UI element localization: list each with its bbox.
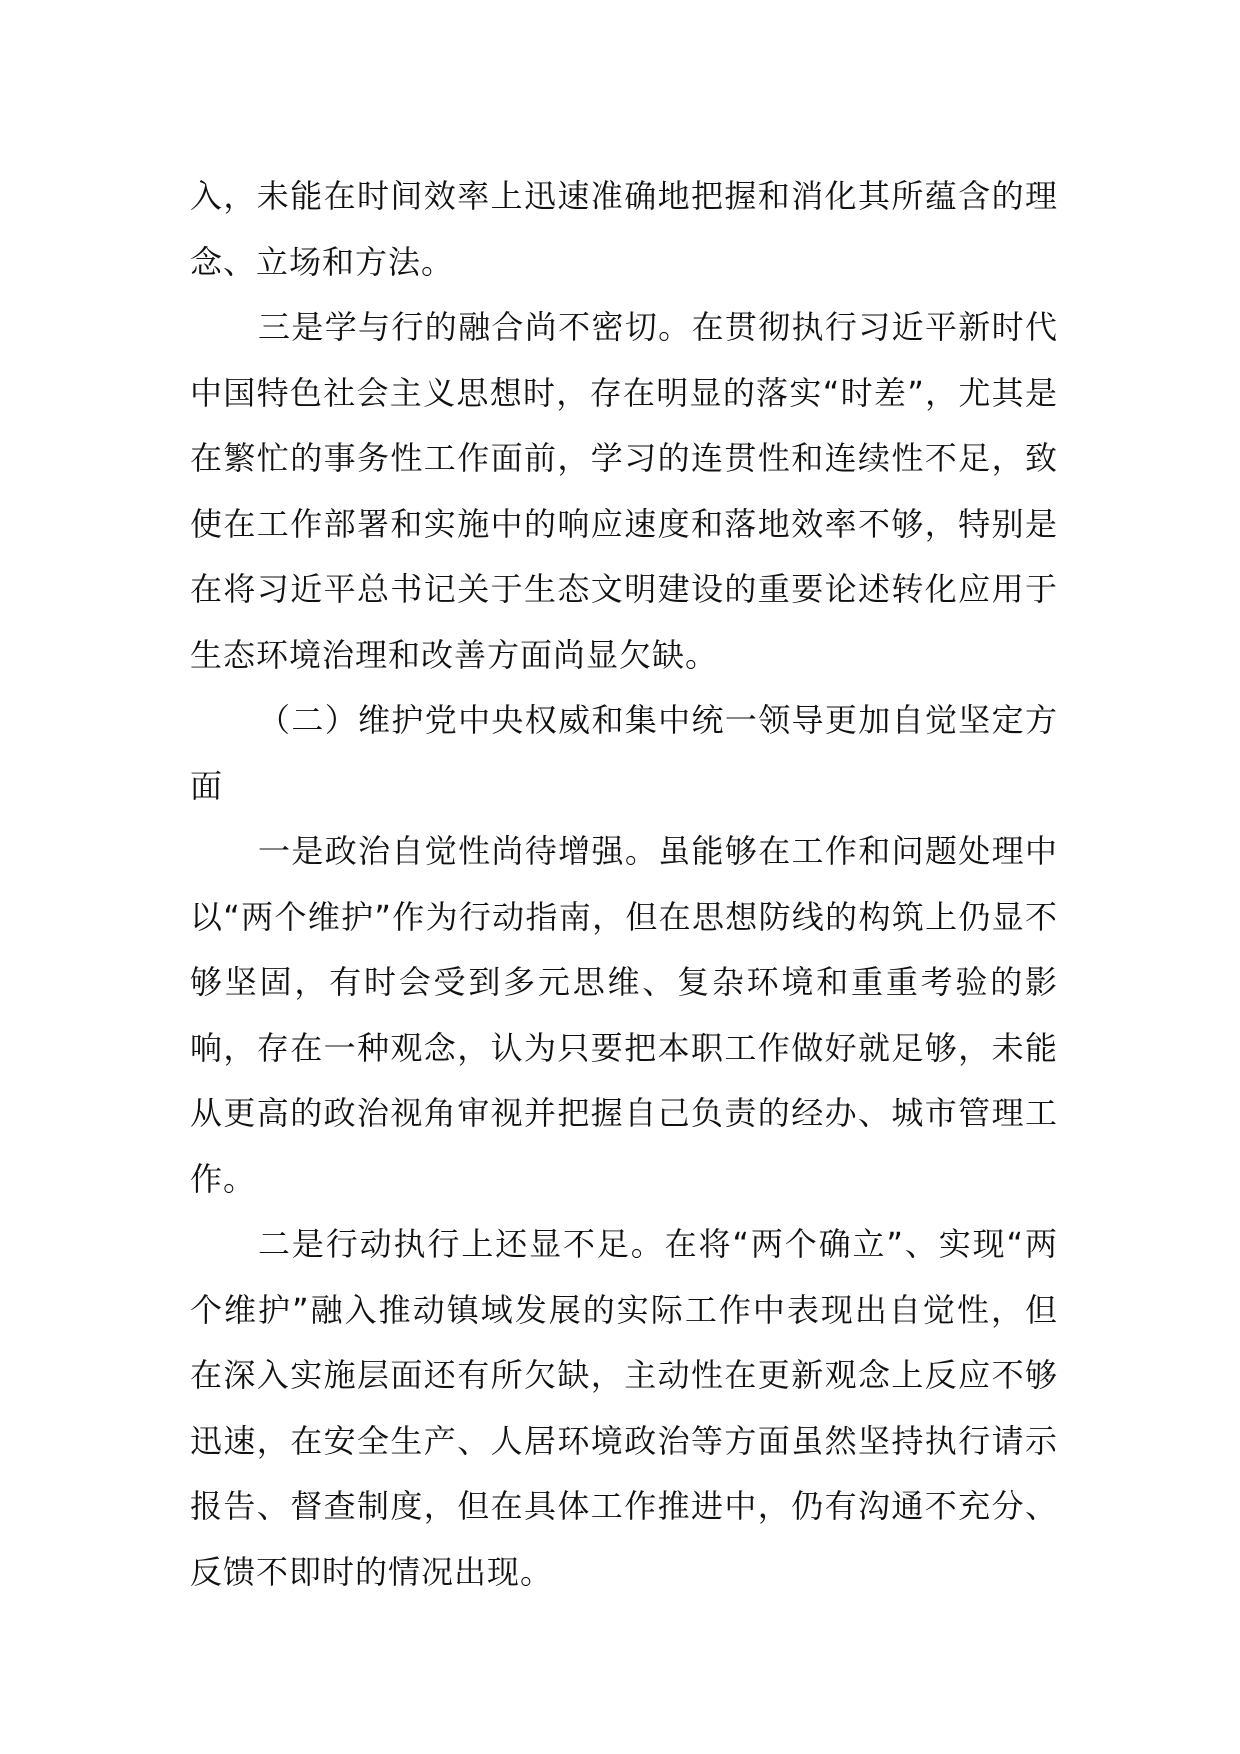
paragraph-point-two: 二是行动执行上还显不足。在将“两个确立”、实现“两个维护”融入推动镇域发展的实际工作中表现出自觉性，但在深入实施层面还有所欠缺，主动性在更新观念上反应不够迅速，在安全生产、人居环境政治等方面虽然坚持执行请示报告、督查制度，但在具体工作推进中，仍有沟通不充分、反馈不即时的情况出现。 <box>190 1225 1058 1591</box>
paragraph-continuation: 入，未能在时间效率上迅速准确地把握和消化其所蕴含的理念、立场和方法。 <box>190 177 1058 281</box>
section-heading-two: （二）维护党中央权威和集中统一领导更加自觉坚定方面 <box>190 701 1058 805</box>
paragraph-point-three: 三是学与行的融合尚不密切。在贯彻执行习近平新时代中国特色社会主义思想时，存在明显的落实“时差”，尤其是在繁忙的事务性工作面前，学习的连贯性和连续性不足，致使在工作部署和实施中的响应速度和落地效率不够，特别是在将习近平总书记关于生态文明建设的重要论述转化应用于生态环境治理和改善方面尚显欠缺。 <box>190 308 1058 674</box>
paragraph-point-one: 一是政治自觉性尚待增强。虽能够在工作和问题处理中以“两个维护”作为行动指南，但在思想防线的构筑上仍显不够坚固，有时会受到多元思维、复杂环境和重重考验的影响，存在一种观念，认为只要把本职工作做好就足够，未能从更高的政治视角审视并把握自己负责的经办、城市管理工作。 <box>190 832 1058 1198</box>
document-body <box>190 164 1058 1605</box>
